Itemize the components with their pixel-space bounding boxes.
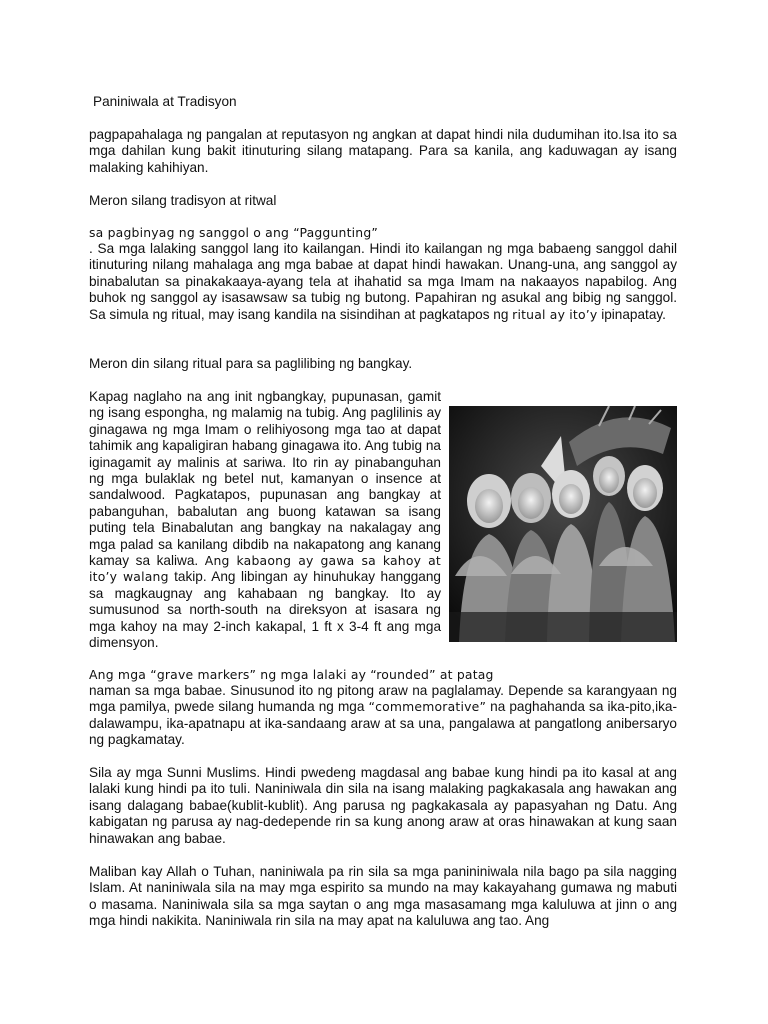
paragraph-6-commemorative: “commemorative” [368, 699, 487, 715]
paragraph-3-body: . Sa mga lalaking sanggol lang ito kailangan. Hindi ito kailangan ng mga babaeng sanggol dahil itinuturing nilang mahalaga ang mga babae at dapat hindi hawakan. Unang-una, ang sanggol ay binabalutan sa pinakakaaya-ayang tela at ihahatid sa mga Imam na nakaayos napabilog. Ang buhok ng sanggol ay isasawsaw sa tubig ng butong. Papahiran ng asukal ang bibig ng sanggol. Sa simula ng ritual, may isang kandila na sisindihan at pagkatapos ng [89, 241, 677, 322]
paragraph-3 [89, 241, 677, 323]
subheading-grave-markers [89, 667, 677, 683]
paragraph-5-body: tubig. Ang paglilinis ay ginagawa ng mga Imam o relihiyosong mga tao at dapat tahimik ang kapaligiran habang ginagawa ito. Ang tubig na iginagamit ay malinis at sariwa. Ito rin ay pinabanguhan ng mga bulaklak ng betel nut, kamanyan o insence at sandalwood. Pagkatapos, pupunasan ang bangkay at pabanguhan, babalutan ang buong katawan sa isang puting tela Binabalutan ang bangkay na nakalagay ang mga palad sa kanilang dibdib na nakapatong ang kanang kamay sa kaliwa. [89, 405, 441, 569]
photo-image [449, 406, 677, 642]
subheading-grave-markers-text: Ang mga “grave markers” ng mga lalaki ay “rounded” at patag [89, 667, 494, 682]
paragraph-6 [89, 683, 677, 749]
paragraph-4 [89, 356, 677, 372]
paragraph-8 [89, 864, 677, 930]
heading: Paniniwala at Tradisyon [93, 94, 237, 109]
paragraph-4-text: Meron din silang ritual para sa paglilibing ng bangkay. [89, 356, 413, 371]
paragraph-3-tail: ritual ay ito’y [512, 306, 598, 322]
paragraph-1 [89, 127, 677, 176]
paragraph-3-end: ipinapatay. [597, 306, 666, 322]
paragraph-7 [89, 765, 677, 847]
paragraph-5-end: takip. Ang libingan ay hinuhukay hanggang sa magkaugnay ang kahabaan ng bangkay. Ito ay sumusunod sa north-south na direksyon at isasara ng mga kahoy na may 2-inch kakapal, 1 ft x 3-4 ft ang mga dimensyon. [89, 569, 441, 651]
paragraph-3-text [89, 241, 677, 323]
paragraph-6-body-a: naman sa mga babae. Sinusunod ito ng pitong araw na paglalamay. Depende sa karangyaan ng mga pamilya, pwede silang humanda ng mga [89, 683, 677, 715]
paragraph-6-text [89, 683, 677, 749]
paragraph-2 [89, 193, 677, 209]
paragraph-6-body-b: na paghahanda sa ika-pito,ika-dalawampu, ika-apatnapu at ika-sandaang araw at sa una, pangalawa at pangatlong anibersaryo ng pagkamatay. [89, 699, 677, 748]
paragraph-1-text: pagpapahalaga ng pangalan at reputasyon ng angkan at dapat hindi nila dudumihan ito.Isa ito sa mga dahilan kung bakit itinuturing silang matapang. Para sa kanila, ang kaduwagan ay isang malaking kahihiyan. [89, 127, 677, 175]
page-title [89, 94, 677, 110]
paragraph-5-coffin: Ang kabaong ay gawa sa kahoy at ito’y walang [89, 553, 441, 585]
paragraph-5-line1: Kapag naglaho na ang init ngbangkay, pupunasan, gamit ng isang espongha, ng malamig na [89, 389, 441, 421]
paragraph-2-text: Meron silang tradisyon at ritwal [89, 193, 277, 208]
subheading-paggunting-text: sa pagbinyag ng sanggol o ang “Paggunting” [89, 225, 379, 240]
paragraph-7-text: Sila ay mga Sunni Muslims. Hindi pwedeng magdasal ang babae kung hindi pa ito kasal at ang lalaki kung hindi pa ito tuli. Naniniwala din sila na isang malaking pagkakasala ang hawakan ang isang dalagang babae(kublit-kublit). Ang parusa ng pagkakasala ay papasyahan ng Datu. Ang kabigatan ng parusa ay nag-dedepende rin sa kung anong araw at oras hinawakan at kung saan hinawakan ang babae. [89, 765, 677, 846]
paragraph-5 [89, 389, 677, 652]
subheading-paggunting [89, 225, 677, 241]
dancers-photo [449, 406, 677, 642]
paragraph-8-text: Maliban kay Allah o Tuhan, naniniwala pa rin sila sa mga panininiwala nila bago pa sila nagging Islam. At naniniwala sila na may mga espirito sa mundo na may kakayahang gumawa ng mabuti o masama. Naniniwala sila sa mga saytan o ang mga masasamang mga kaluluwa at jinn o ang mga hindi nakikita. Naniniwala rin sila na may apat na kaluluwa ang tao. Ang [89, 864, 677, 929]
